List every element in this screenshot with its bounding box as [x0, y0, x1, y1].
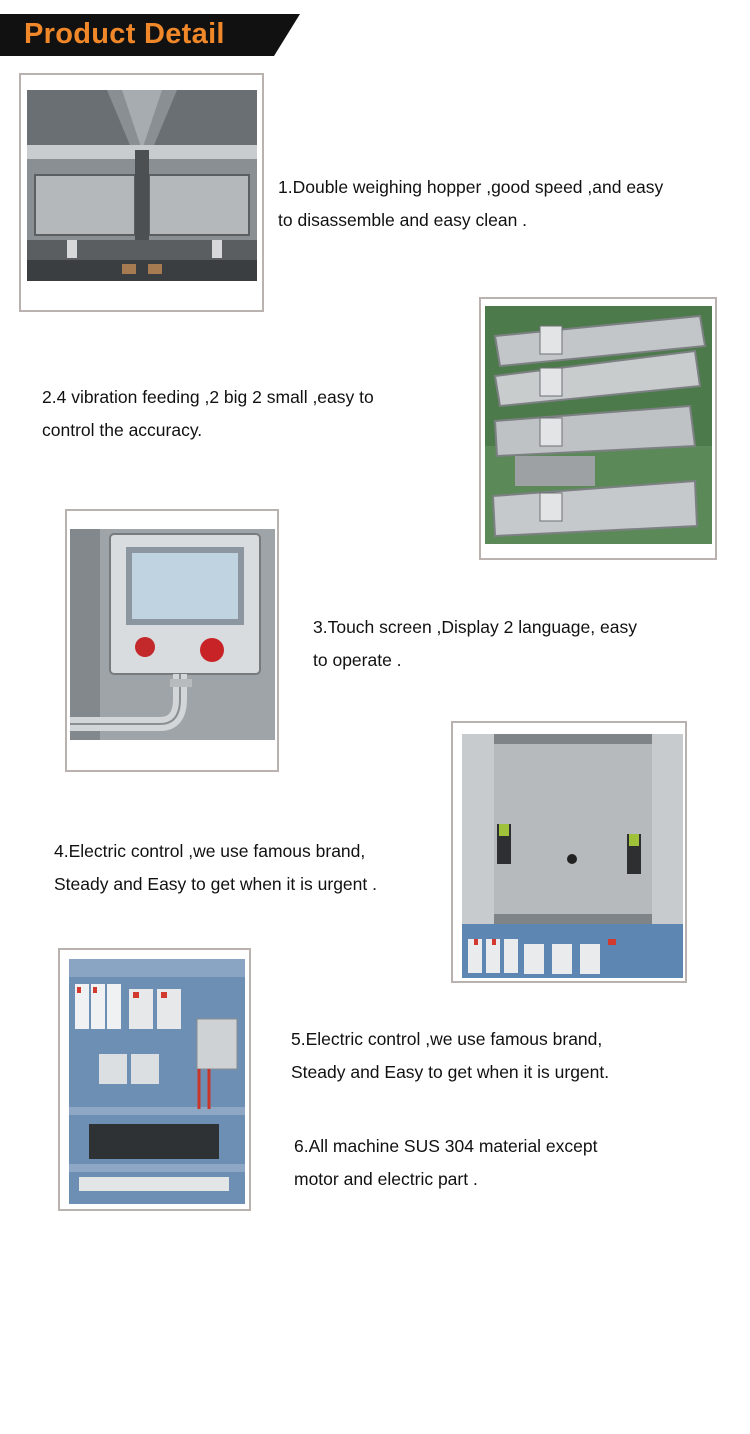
detail-3-image-frame — [65, 509, 279, 772]
detail-6-caption — [294, 1130, 597, 1196]
caption-line: motor and electric part . — [294, 1169, 478, 1189]
detail-5-caption — [291, 1023, 609, 1089]
detail-1-image-frame — [19, 73, 264, 312]
caption-line: to disassemble and easy clean . — [278, 210, 528, 230]
detail-2-caption — [42, 381, 374, 447]
caption-line: 2.4 vibration feeding ,2 big 2 small ,easy to — [42, 387, 374, 407]
detail-1-caption — [278, 171, 663, 237]
detail-3-caption — [313, 611, 637, 677]
caption-line: 4.Electric control ,we use famous brand, — [54, 841, 366, 861]
electric-cabinet-photo — [69, 959, 245, 1204]
detail-5-image-frame — [58, 948, 251, 1211]
detail-2-image-frame — [479, 297, 717, 560]
caption-line: Steady and Easy to get when it is urgent. — [291, 1062, 610, 1082]
touch-screen-photo — [70, 529, 275, 740]
caption-line: 6.All machine SUS 304 material except — [294, 1136, 598, 1156]
caption-line: to operate . — [313, 650, 402, 670]
vibration-feeder-photo — [485, 306, 712, 544]
caption-line: control the accuracy. — [42, 420, 203, 440]
electric-control-photo — [462, 734, 683, 978]
caption-line: 5.Electric control ,we use famous brand, — [291, 1029, 603, 1049]
double-weighing-hopper-photo — [27, 90, 257, 281]
caption-line: Steady and Easy to get when it is urgent . — [54, 874, 377, 894]
page-title: Product Detail — [24, 18, 225, 50]
caption-line: 1.Double weighing hopper ,good speed ,and easy — [278, 177, 664, 197]
detail-4-caption — [54, 835, 377, 901]
product-detail-banner — [0, 14, 300, 56]
caption-line: 3.Touch screen ,Display 2 language, easy — [313, 617, 637, 637]
detail-4-image-frame — [451, 721, 687, 983]
